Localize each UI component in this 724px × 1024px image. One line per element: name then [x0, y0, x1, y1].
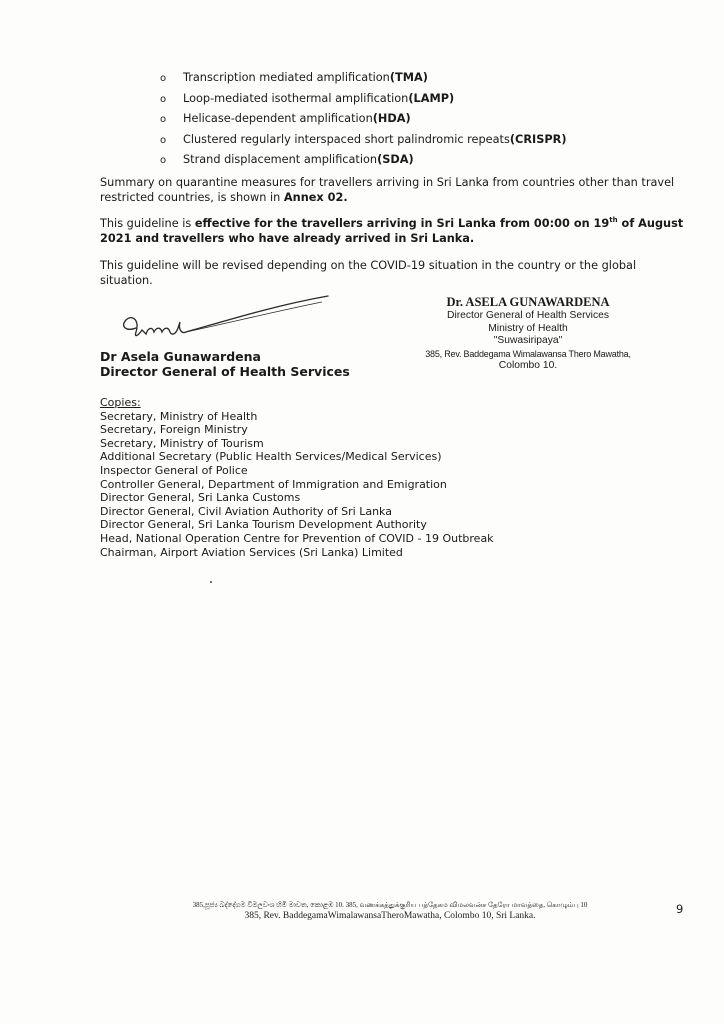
stamp-title: Director General of Health Services [447, 310, 609, 321]
list-item: Secretary, Ministry of Tourism [100, 436, 264, 450]
para2-lead: This guideline is [100, 217, 195, 230]
list-item-text: Strand displacement amplification [183, 153, 378, 167]
revision-note-paragraph: This guideline will be revised depending on the COVID-19 situation in the country or the global situation. [100, 259, 637, 287]
para2-bold-end: of August 2021 and travellers who have already arrived in Sri Lanka. [100, 217, 684, 245]
bullet-icon: o [160, 114, 167, 126]
list-item: Inspector General of Police [100, 463, 248, 477]
list-item: Secretary, Ministry of Health [100, 409, 258, 423]
bullet-icon: o [160, 155, 167, 167]
list-item: Additional Secretary (Public Health Services/Medical Services) [100, 450, 442, 464]
copies-list [100, 396, 494, 559]
stamp-building: "Suwasiripaya" [493, 335, 563, 347]
annex-reference: Annex 02. [283, 190, 348, 204]
list-item: Controller General, Department of Immigration and Emigration [100, 477, 447, 491]
list-item: Secretary, Foreign Ministry [100, 423, 248, 437]
list-item [160, 130, 567, 151]
bullet-icon: o [160, 93, 167, 105]
signatory-title: Director General of Health Services [100, 364, 350, 379]
list-item-text: Helicase-dependent amplification [183, 112, 373, 126]
page-number: 9 [676, 902, 684, 916]
list-item-text: Transcription mediated amplification [183, 71, 390, 84]
list-item-text: Clustered regularly interspaced short palindromic repeats [183, 132, 510, 146]
list-item: Director General, Sri Lanka Customs [100, 491, 301, 505]
list-item: Director General, Sri Lanka Tourism Development Authority [100, 518, 427, 532]
quarantine-summary-paragraph [100, 176, 690, 205]
scan-speck [210, 581, 212, 583]
list-item [160, 89, 567, 110]
official-stamp [398, 295, 658, 373]
para2-bold-start: effective for the travellers arriving in Sri Lanka from 00:00 on 19 [194, 217, 610, 230]
letterhead-footer [130, 900, 650, 923]
list-item [160, 150, 567, 171]
list-item: Director General, Civil Aviation Authority of Sri Lanka [100, 504, 392, 518]
bullet-icon: o [160, 134, 167, 146]
list-item-acronym: (CRISPR) [509, 132, 567, 146]
list-item [160, 68, 567, 89]
list-item-acronym: (LAMP) [408, 91, 455, 105]
signatory-name: Dr Asela Gunawardena [100, 349, 261, 364]
footer-address-local: 385,පූජ්‍ය බද්දේගම විමලවංශ හිමි මාවත, කොළඹ 10. 385, வணக்கத்துக்குரிய பத்தேகம விமலவன்ச தேரோ மாவத்தை, கொழும்பு 10 [192, 901, 588, 909]
stamp-city: Colombo 10. [498, 360, 558, 372]
copies-heading: Copies: [100, 396, 141, 409]
bullet-icon: o [160, 73, 167, 84]
list-item: Head, National Operation Centre for Prevention of COVID - 19 Outbreak [100, 531, 494, 545]
list-item-acronym: (HDA) [372, 112, 411, 126]
list-item [160, 109, 567, 130]
footer-address-english: 385, Rev. BaddegamaWimalawansaTheroMawatha, Colombo 10, Sri Lanka. [244, 911, 536, 921]
signatory-block [100, 349, 350, 379]
list-item-acronym: (TMA) [389, 71, 428, 84]
date-ordinal-suffix: th [609, 216, 618, 225]
stamp-name: Dr. ASELA GUNAWARDENA [446, 295, 610, 309]
stamp-address: 385, Rev. Baddegama Wimalawansa Thero Mawatha, [425, 348, 631, 359]
list-item: Chairman, Airport Aviation Services (Sri Lanka) Limited [100, 545, 403, 559]
copies-recipients [100, 410, 494, 560]
list-item-text: Loop-mediated isothermal amplification [183, 91, 409, 105]
list-item-acronym: (SDA) [377, 153, 414, 167]
para1-text: Summary on quarantine measures for travellers arriving in Sri Lanka from countries other than travel restricted countries, is shown in [100, 176, 675, 204]
stamp-ministry: Ministry of Health [488, 322, 568, 334]
handwritten-signature [112, 292, 337, 352]
effective-date-paragraph [100, 217, 690, 246]
amplification-methods-list [160, 68, 567, 171]
